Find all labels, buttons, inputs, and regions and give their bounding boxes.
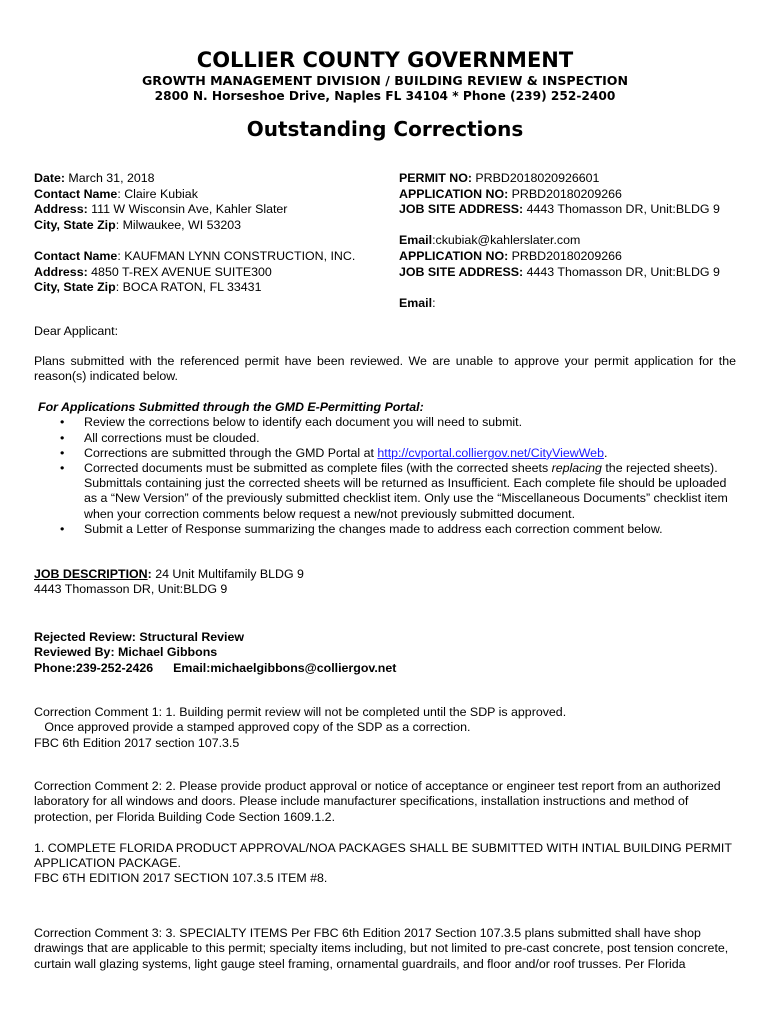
job-site-address-line: JOB SITE ADDRESS: 4443 Thomasson DR, Unit:BLDG 9: [399, 202, 720, 217]
list-item: • Review the corrections below to identify each document you will need to submit.: [84, 415, 736, 430]
correction-comment-1: Correction Comment 1: 1. Building permit review will not be completed until the SDP is approved. Once approved provide a stamped approved copy of the SDP as a correction. FBC 6th Edition 2017 section 107.3.5: [34, 705, 567, 750]
portal-link[interactable]: http://cvportal.colliergov.net/CityViewWeb: [377, 445, 604, 460]
email-line: Email:ckubiak@kahlerslater.com: [399, 233, 581, 248]
job-site-address-line-2: JOB SITE ADDRESS: 4443 Thomasson DR, Unit:BLDG 9: [399, 264, 720, 279]
office-address: 2800 N. Horseshoe Drive, Naples FL 34104 * Phone (239) 252-2400: [154, 89, 616, 103]
date-line: Date: March 31, 2018: [34, 171, 155, 185]
job-description: JOB DESCRIPTION: 24 Unit Multifamily BLDG 9 4443 Thomasson DR, Unit:BLDG 9: [34, 567, 736, 598]
intro-paragraph: Plans submitted with the referenced permit have been reviewed. We are unable to approve your permit application for the reason(s) indicated below.: [34, 354, 736, 384]
city-state-zip-line: City, State Zip: Milwaukee, WI 53203: [34, 217, 242, 232]
job-address: 4443 Thomasson DR, Unit:BLDG 9: [34, 582, 228, 597]
correction-comment-2: Correction Comment 2: 2. Please provide product approval or notice of acceptance or engineer test report from an authorized laboratory for all windows and doors. Please include manufacturer specifications, installation instructions and method of protection, per Florida Building Code Section 1609.1.2. 1. COMPLETE FLORIDA PRODUCT APPROVAL/NOA PACKAGES SHALL BE SUBMITTED WITH INTIAL BUILDING PERMIT APPLICATION PACKAGE. FBC 6TH EDITION 2017 SECTION 107.3.5 ITEM #8.: [34, 779, 732, 886]
application-no-line: APPLICATION NO: PRBD20180209266: [399, 186, 622, 201]
applicant-info-left: [34, 171, 355, 296]
reviewed-by: Reviewed By: Michael Gibbons: [34, 645, 218, 660]
permit-no-line: PERMIT NO: PRBD2018020926601: [399, 171, 600, 185]
portal-heading: For Applications Submitted through the GMD E-Permitting Portal:: [38, 400, 424, 414]
org-name: COLLIER COUNTY GOVERNMENT: [196, 48, 574, 72]
correction-comment-3: Correction Comment 3: 3. SPECIALTY ITEMS Per FBC 6th Edition 2017 Section 107.3.5 plans submitted shall have shop drawings that are applicable to this permit; specialty items including, but not limited to pre-cast concrete, post tension concrete, curtain wall glazing systems, light gauge steel framing, ornamental guardrails, and floor and/or roof trusses. Per Florida: [34, 926, 729, 971]
list-item: • Submit a Letter of Response summarizing the changes made to address each correction comment below.: [84, 522, 736, 537]
address-line: Address: 111 W Wisconsin Ave, Kahler Slater: [34, 202, 288, 217]
job-description-label: JOB DESCRIPTION: [34, 567, 148, 581]
list-item: • Corrected documents must be submitted as complete files (with the corrected sheets replacing the rejected sheets). Submittals containing just the corrected sheets will be returned as Insufficient. Each complete file should be uploaded as a “New Version” of the previously submitted checklist item. Only use the “Miscellaneous Documents” checklist item when your correction comments below request a new/not previously submitted document.: [84, 461, 736, 522]
list-item: • Corrections are submitted through the GMD Portal at http://cvportal.colliergov.net/CityViewWeb.: [84, 446, 736, 461]
review-info: [34, 630, 736, 676]
reviewer-contact: Phone:239-252-2426 Email:michaelgibbons@colliergov.net: [34, 660, 397, 675]
division-name: GROWTH MANAGEMENT DIVISION / BUILDING REVIEW & INSPECTION: [141, 73, 629, 88]
contractor-name-line: Contact Name: KAUFMAN LYNN CONSTRUCTION, INC.: [34, 248, 356, 263]
contractor-city-state-zip-line: City, State Zip: BOCA RATON, FL 33431: [34, 280, 262, 295]
email-line-2: Email:: [399, 295, 436, 310]
document-title: Outstanding Corrections: [246, 117, 524, 141]
application-no-line-2: APPLICATION NO: PRBD20180209266: [399, 248, 622, 263]
contact-name-line: Contact Name: Claire Kubiak: [34, 186, 198, 201]
permit-info-right: [399, 171, 720, 311]
list-item: • All corrections must be clouded.: [84, 431, 736, 446]
portal-instructions: [38, 400, 736, 537]
contractor-address-line: Address: 4850 T-REX AVENUE SUITE300: [34, 264, 272, 279]
greeting: Dear Applicant:: [34, 324, 119, 338]
rejected-review: Rejected Review: Structural Review: [34, 630, 245, 644]
